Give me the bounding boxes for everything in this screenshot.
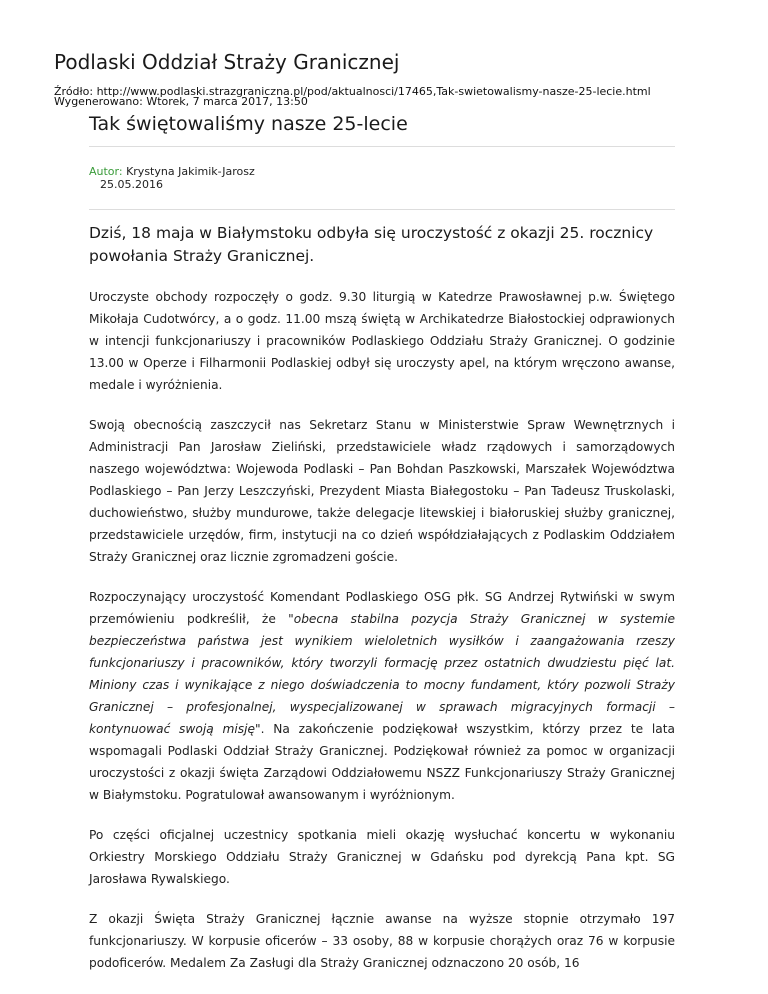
paragraph-3 (89, 586, 675, 806)
paragraph-2: Swoją obecnością zaszczycił nas Sekretarz Stanu w Ministerstwie Spraw Wewnętrznych i Administracji Pan Jarosław Zieliński, przedstawiciele władz rządowych i samorządowych naszego województwa: Wojewoda Podlaski – Pan Bohdan Paszkowski, Marszałek Województwa Podlaskiego – Pan Jerzy Leszczyński, Prezydent Miasta Białegostoku – Pan Tadeusz Truskolaski, duchowieństwo, służby mundurowe, także delegacje litewskiej i białoruskiej służby granicznej, przedstawiciele urzędów, firm, instytucji na co dzień współdziałających z Podlaskim Oddziałem Straży Granicznej oraz licznie zgromadzeni goście. (89, 418, 675, 564)
site-title: Podlaski Oddział Straży Granicznej (54, 50, 400, 74)
author-name: Krystyna Jakimik-Jarosz (122, 165, 255, 178)
article-title: Tak świętowaliśmy nasze 25-lecie (89, 112, 675, 147)
publish-date: 25.05.2016 (100, 178, 163, 191)
article (89, 112, 675, 974)
article-lead: Dziś, 18 maja w Białymstoku odbyła się uroczystość z okazji 25. rocznicy powołania Straży Granicznej. (89, 224, 654, 265)
source-url: Źródło: http://www.podlaski.strazgraniczna.pl/pod/aktualnosci/17465,Tak-swietowalismy-nasze-25-lecie.html (54, 85, 651, 98)
generated-date: Wygenerowano: Wtorek, 7 marca 2017, 13:50 (54, 95, 308, 108)
paragraph-3-start: Rozpoczynający uroczystość Komendant Podlaskiego OSG płk. SG Andrzej Rytwiński w swym przemówieniu podkreślił, że " (89, 590, 675, 626)
paragraph-5: Z okazji Święta Straży Granicznej łącznie awanse na wyższe stopnie otrzymało 197 funkcjonariuszy. W korpusie oficerów – 33 osoby, 88 w korpusie chorążych oraz 76 w korpusie podoficerów. Medalem Za Zasługi dla Straży Granicznej odznaczono 20 osób, 16 (89, 912, 675, 970)
commander-quote: obecna stabilna pozycja Straży Granicznej w systemie bezpieczeństwa państwa jest wynikiem wieloletnich wysiłków i zaangażowania rzeszy funkcjonariuszy i pracowników, który tworzyli formację przez ostatnich dwudziestu pięć lat. Miniony czas i wynikające z niego doświadczenia to mocny fundament, który pozwoli Straży Granicznej – profesjonalnej, wyspecjalizowanej w sprawach migracyjnych formacji – kontynuować swoją misję (89, 612, 675, 736)
author-label: Autor: (89, 165, 123, 178)
article-meta (89, 165, 675, 210)
paragraph-1: Uroczyste obchody rozpoczęły o godz. 9.30 liturgią w Katedrze Prawosławnej p.w. Świętego Mikołaja Cudotwórcy, a o godz. 11.00 mszą świętą w Archikatedrze Białostockiej odprawionych w intencji funkcjonariuszy i pracowników Podlaskiego Oddziału Straży Granicznej. O godzinie 13.00 w Operze i Filharmonii Podlaskiej odbył się uroczysty apel, na którym wręczono awanse, medale i wyróżnienia. (89, 290, 675, 392)
author-line (89, 165, 675, 178)
paragraph-4: Po części oficjalnej uczestnicy spotkania mieli okazję wysłuchać koncertu w wykonaniu Orkiestry Morskiego Oddziału Straży Granicznej w Gdańsku pod dyrekcją Pana kpt. SG Jarosława Rywalskiego. (89, 828, 675, 886)
paragraph-3-end: ". Na zakończenie podziękował wszystkim, którzy przez te lata wspomagali Podlaski Oddział Straży Granicznej. Podziękował również za pomoc w organizacji uroczystości z okazji święta Zarządowi Oddziałowemu NSZZ Funkcjonariuszy Straży Granicznej w Białymstoku. Pogratulował awansowanym i wyróżnionym. (89, 722, 676, 802)
